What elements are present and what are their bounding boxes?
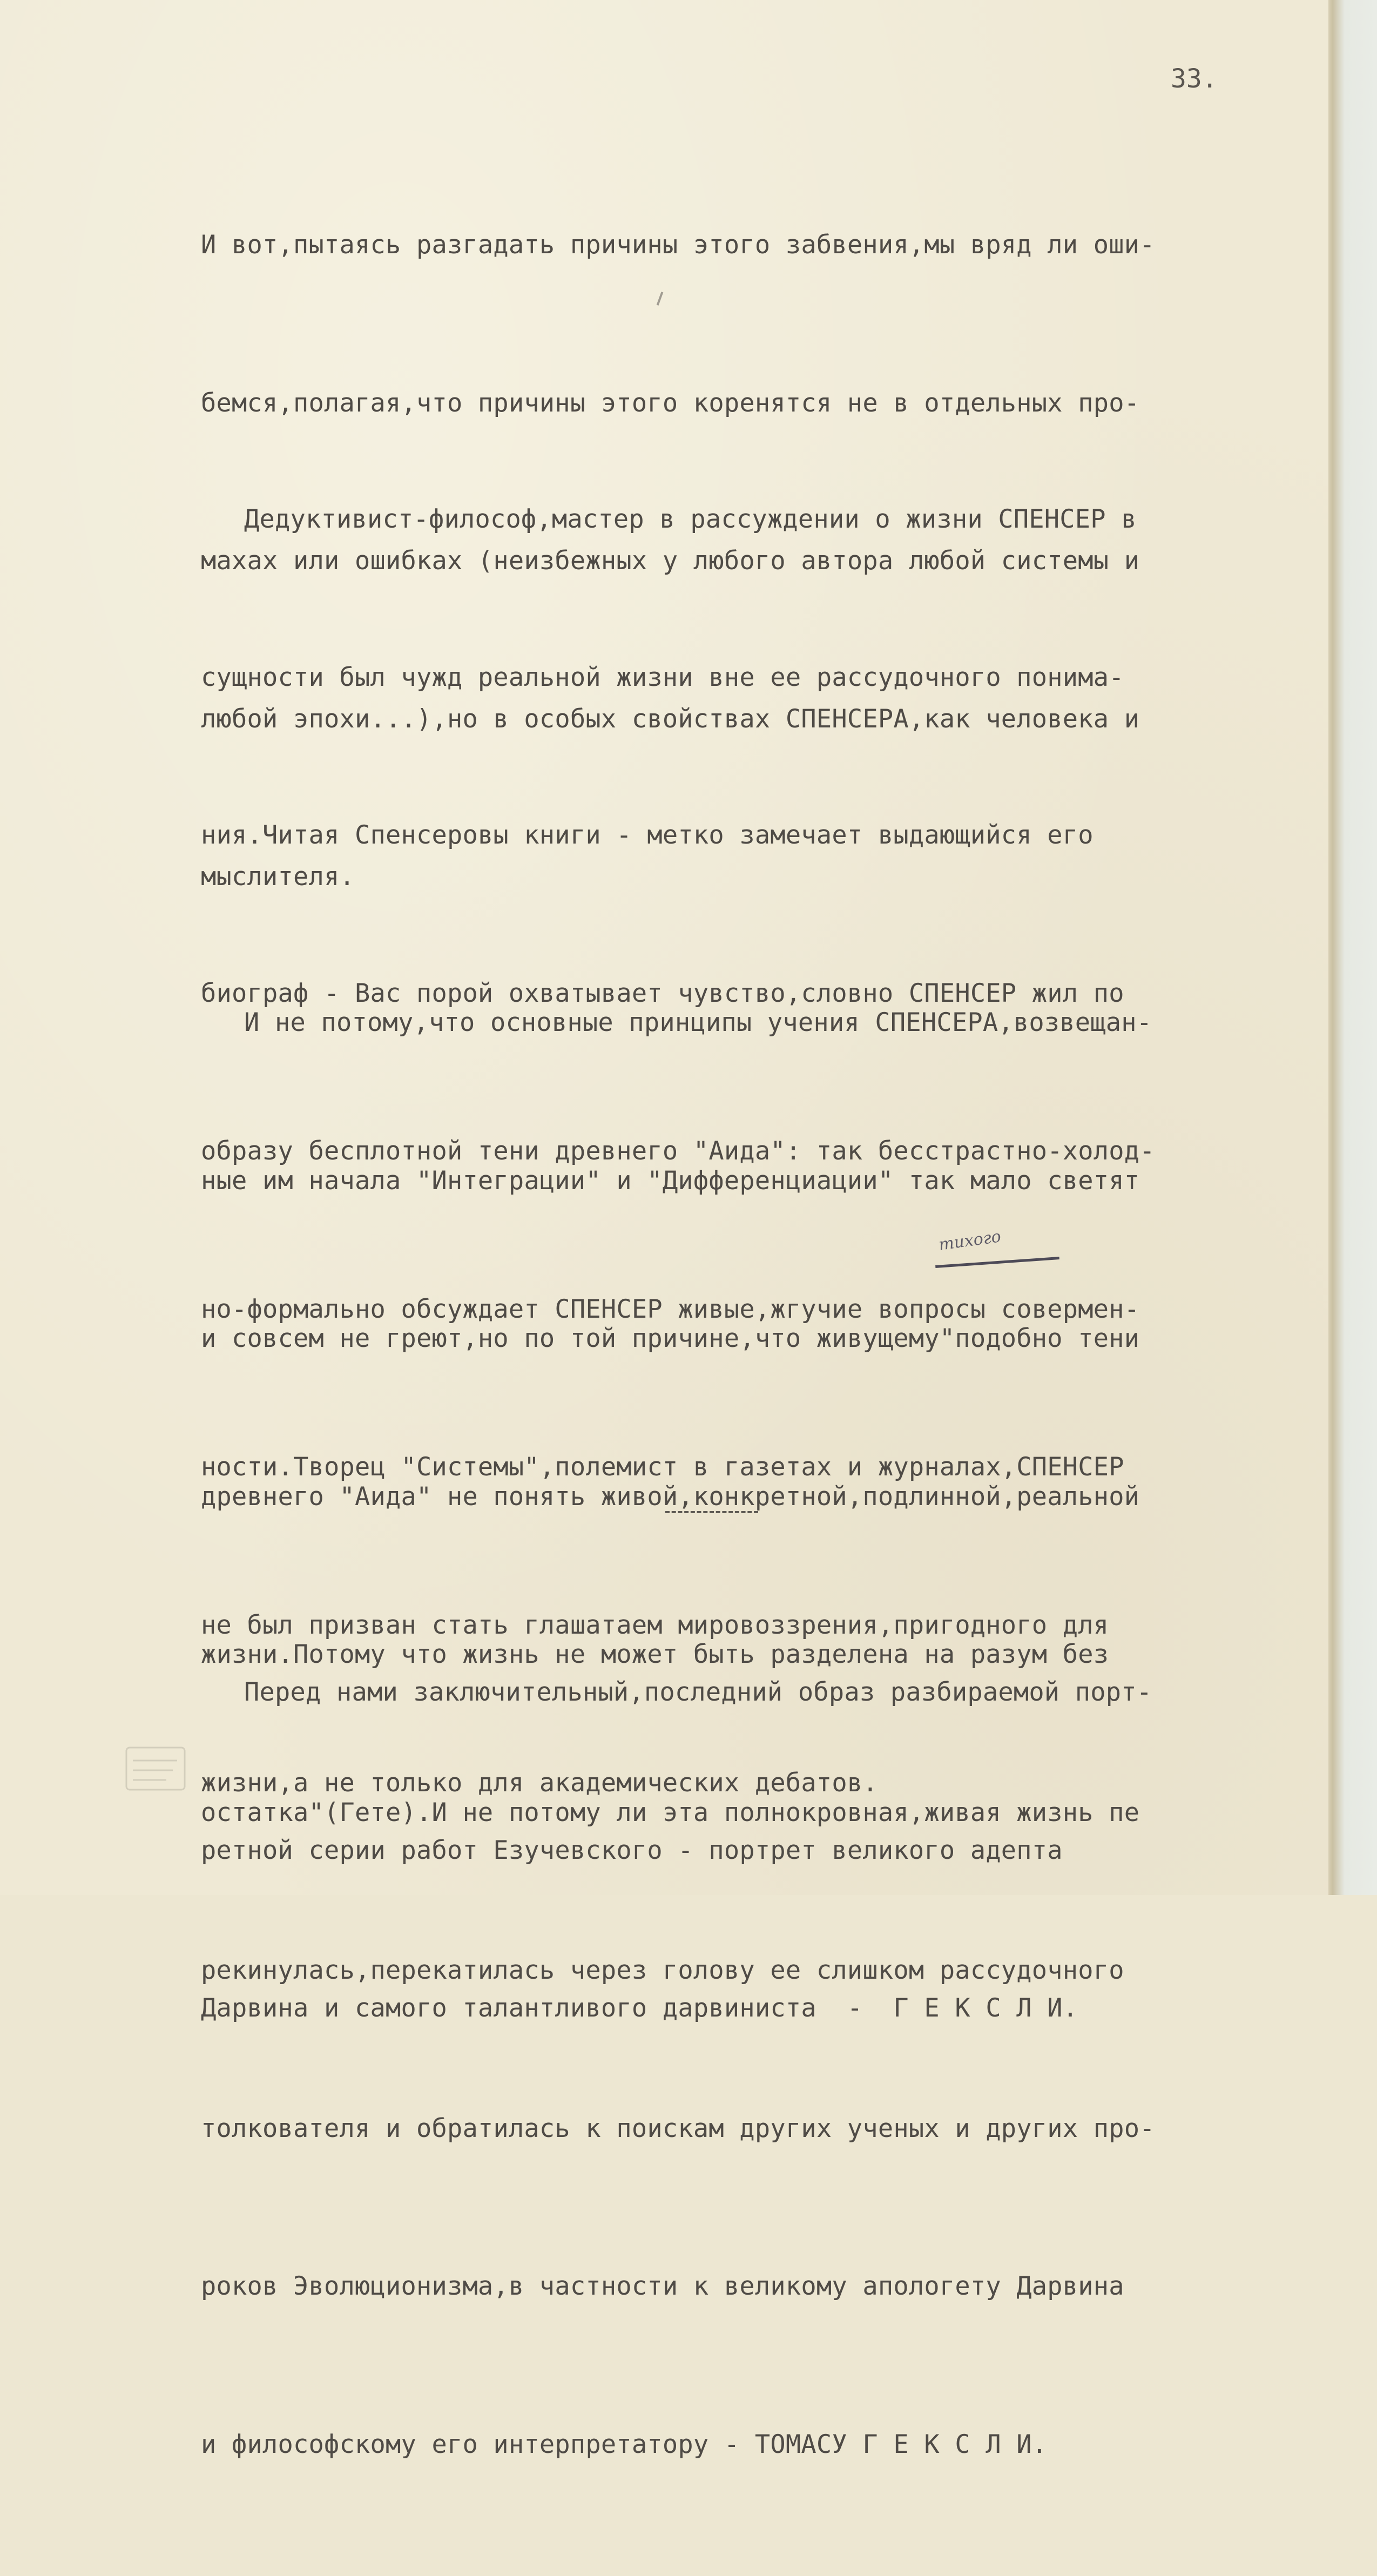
text-line: образу бесплотной тени древнего "Аида": так бесстрастно-холод- bbox=[201, 1136, 1155, 1166]
text-line: И вот,пытаясь разгадать причины этого забвения,мы вряд ли оши- bbox=[201, 230, 1155, 260]
text-line: бемся,полагая,что причины этого коренятся не в отдельных про- bbox=[201, 388, 1140, 418]
text-line: рекинулась,перекатилась через голову ее слишком рассудочного bbox=[201, 1955, 1124, 1985]
text-line: жизни.Потому что жизнь не может быть разделена на разум без bbox=[201, 1640, 1109, 1669]
text-line: остатка"(Гете).И не потому ли эта полнокровная,живая жизнь пе bbox=[201, 1797, 1140, 1828]
text-line: ретной серии работ Езучевского - портрет великого адепта bbox=[201, 1835, 1063, 1865]
text-line: и философскому его интерпретатору - ТОМАСУ Г Е К С Л И. bbox=[201, 2429, 1048, 2459]
page-number: 33. bbox=[1171, 64, 1218, 94]
scan-edge bbox=[1328, 0, 1377, 1895]
text-line: ности.Творец "Системы",полемист в газетах и журналах,СПЕНСЕР bbox=[201, 1452, 1124, 1482]
text-line: ния.Читая Спенсеровы книги - метко замечает выдающийся его bbox=[201, 820, 1094, 850]
text-line: сущности был чужд реальной жизни вне ее рассудочного понима- bbox=[201, 662, 1124, 692]
text-line: Перед нами заключительный,последний образ разбираемой порт- bbox=[244, 1677, 1152, 1707]
text-line: биограф - Вас порой охватывает чувство,словно СПЕНСЕР жил по bbox=[201, 978, 1124, 1008]
handwritten-correction: тихого bbox=[937, 1227, 1002, 1255]
text-line: любой эпохи...),но в особых свойствах СПЕНСЕРА,как человека и bbox=[201, 704, 1140, 734]
faded-stamp-icon bbox=[123, 1744, 188, 1793]
text-line: И не потому,что основные принципы учения СПЕНСЕРА,возвещан- bbox=[244, 1008, 1152, 1037]
text-line: толкователя и обратилась к поискам других ученых и других про- bbox=[201, 2113, 1155, 2143]
text-line: но-формально обсуждает СПЕНСЕР живые,жгучие вопросы совермен- bbox=[201, 1294, 1140, 1324]
text-line: древнего "Аида" не понять живой,конкретной,подлинной,реальной bbox=[201, 1481, 1140, 1512]
text-line: жизни,а не только для академических дебатов. bbox=[201, 1768, 878, 1798]
text-line: роков Эволюционизма,в частности к великому апологету Дарвина bbox=[201, 2271, 1124, 2301]
text-line: и совсем не греют,но по той причине,что живущему"подобно тени bbox=[201, 1324, 1140, 1353]
text-line: Дарвина и самого талантливого дарвиниста - Г Е К С Л И. bbox=[201, 1993, 1078, 2023]
text-line: Дедуктивист-философ,мастер в рассуждении о жизни СПЕНСЕР в bbox=[244, 504, 1137, 534]
text-line: не был призван стать глашатаем мировоззрения,пригодного для bbox=[201, 1610, 1109, 1640]
text-line: махах или ошибках (неизбежных у любого автора любой системы и bbox=[201, 546, 1140, 576]
section-separator bbox=[665, 1511, 758, 1513]
text-line: мыслителя. bbox=[201, 862, 355, 892]
text-line: ные им начала "Интеграции" и "Дифференциации" так мало светят bbox=[201, 1165, 1140, 1196]
paragraph-4 bbox=[201, 1561, 1324, 2140]
